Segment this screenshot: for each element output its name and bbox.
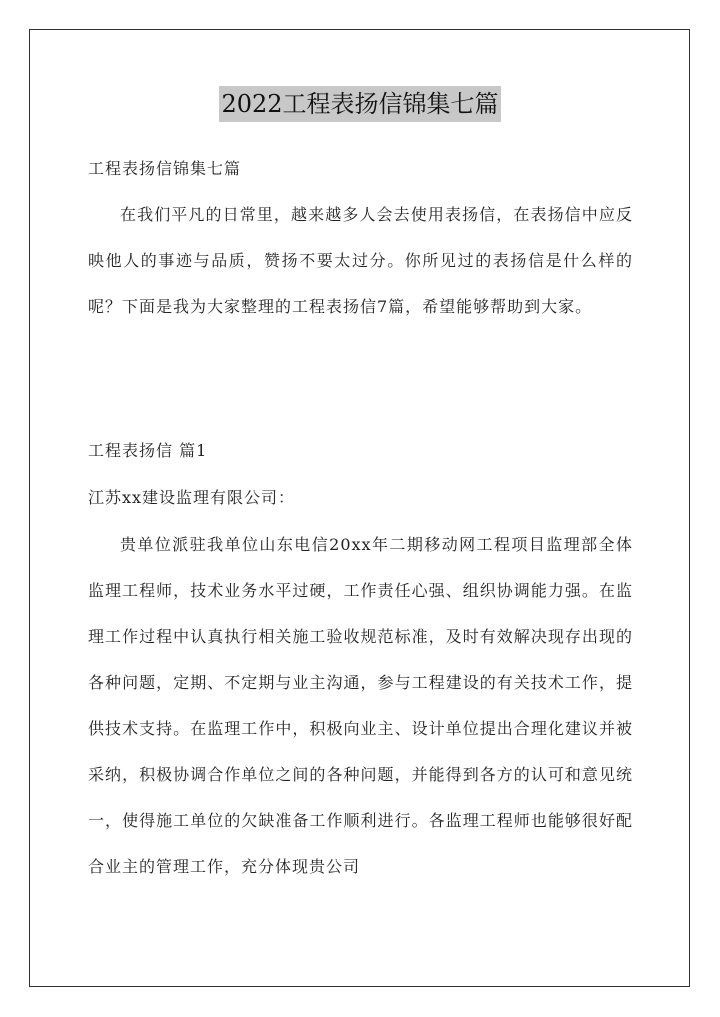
title-container bbox=[0, 86, 720, 122]
document-heading: 工程表扬信锦集七篇 bbox=[88, 159, 242, 178]
intro-paragraph: 在我们平凡的日常里，越来越多人会去使用表扬信，在表扬信中应反映他人的事迹与品质，赞扬不要太过分。你所见过的表扬信是什么样的呢？下面是我为大家整理的工程表扬信7篇，希望能够帮助到大家。 bbox=[88, 205, 633, 316]
section-heading: 工程表扬信 篇1 bbox=[88, 441, 208, 460]
section-body-paragraph: 贵单位派驻我单位山东电信20xx年二期移动网工程项目监理部全体监理工程师，技术业务水平过硬，工作责任心强、组织协调能力强。在监理工作过程中认真执行相关施工验收规范标准，及时有效解决现存出现的各种问题，定期、不定期与业主沟通，参与工程建设的有关技术工作，提供技术支持。在监理工作中，积极向业主、设计单位提出合理化建议并被采纳，积极协调合作单位之间的各种问题，并能得到各方的认可和意见统一，使得施工单位的欠缺准备工作顺利进行。各监理工程师也能够很好配合业主的管理工作，充分体现贵公司 bbox=[88, 535, 633, 876]
salutation: 江苏xx建设监理有限公司： bbox=[88, 488, 296, 507]
document-title: 2022工程表扬信锦集七篇 bbox=[219, 86, 500, 122]
